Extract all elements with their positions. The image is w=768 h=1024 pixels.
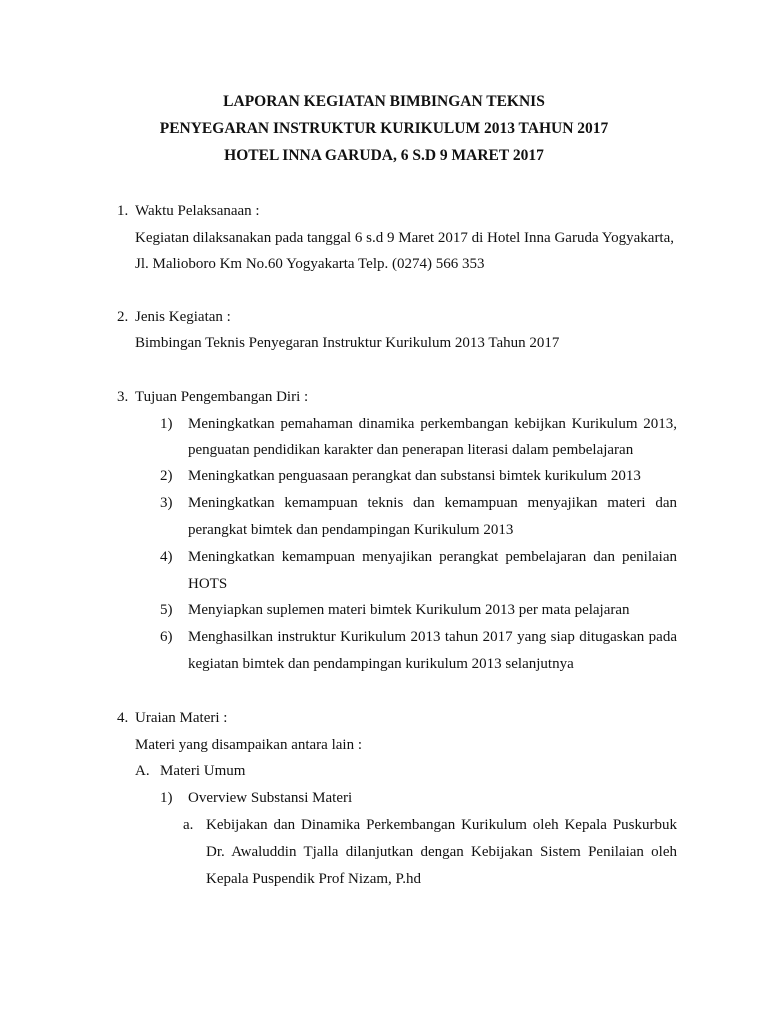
subsection-a-label: Materi Umum — [160, 763, 246, 779]
goal-item-text: penguatan pendidikan karakter dan penerapan literasi dalam pembelajaran — [188, 442, 634, 458]
goal-item-text: Menyiapkan suplemen materi bimtek Kurikulum 2013 per mata pelajaran — [188, 602, 630, 618]
section-2-number: 2. — [117, 309, 129, 325]
goal-item-text: kegiatan bimtek dan pendampingan kurikulum 2013 selanjutnya — [188, 656, 574, 672]
item-a-letter: a. — [183, 817, 194, 833]
item-a-text-line-3: Kepala Puspendik Prof Nizam, P.hd — [206, 871, 421, 887]
subsection-a-letter: A. — [135, 763, 150, 779]
title-line-1: LAPORAN KEGIATAN BIMBINGAN TEKNIS — [223, 93, 545, 110]
section-1-heading: Waktu Pelaksanaan : — [135, 203, 260, 219]
subitem-1-number: 1) — [160, 790, 173, 806]
section-1-text-line-1: Kegiatan dilaksanakan pada tanggal 6 s.d 9 Maret 2017 di Hotel Inna Garuda Yogyakarta, — [135, 230, 675, 246]
goal-item-number: 3) — [160, 495, 173, 511]
goal-item-number: 5) — [160, 602, 173, 618]
goal-item-number: 2) — [160, 468, 173, 484]
section-1-number: 1. — [117, 203, 129, 219]
section-3-heading: Tujuan Pengembangan Diri : — [135, 389, 309, 405]
goal-item-number: 6) — [160, 629, 173, 645]
section-4-number: 4. — [117, 710, 129, 726]
goal-item-number: 4) — [160, 549, 173, 565]
subitem-1-label: Overview Substansi Materi — [188, 790, 353, 806]
section-4-intro: Materi yang disampaikan antara lain : — [135, 737, 362, 753]
goal-item-text: Meningkatkan kemampuan teknis dan kemampuan menyajikan materi dan — [188, 495, 677, 511]
item-a-text-line-2: Dr. Awaluddin Tjalla dilanjutkan dengan Kebijakan Sistem Penilaian oleh — [206, 844, 677, 860]
section-3-number: 3. — [117, 389, 129, 405]
section-1-text-line-2: Jl. Malioboro Km No.60 Yogyakarta Telp. (0274) 566 353 — [135, 256, 485, 272]
goal-item-text: HOTS — [188, 576, 228, 592]
section-2-text-line-1: Bimbingan Teknis Penyegaran Instruktur Kurikulum 2013 Tahun 2017 — [135, 335, 560, 351]
section-4-heading: Uraian Materi : — [135, 710, 228, 726]
goal-item-text: Meningkatkan pemahaman dinamika perkembangan kebijkan Kurikulum 2013, — [188, 416, 677, 432]
title-line-2: PENYEGARAN INSTRUKTUR KURIKULUM 2013 TAHUN 2017 — [159, 120, 609, 137]
goal-item-text: Meningkatkan penguasaan perangkat dan substansi bimtek kurikulum 2013 — [188, 468, 641, 484]
item-a-text-line-1: Kebijakan dan Dinamika Perkembangan Kurikulum oleh Kepala Puskurbuk — [206, 817, 677, 833]
goal-item-number: 1) — [160, 416, 173, 432]
goal-item-text: perangkat bimtek dan pendampingan Kurikulum 2013 — [188, 522, 514, 538]
goal-item-text: Menghasilkan instruktur Kurikulum 2013 tahun 2017 yang siap ditugaskan pada — [188, 629, 677, 645]
section-2-heading: Jenis Kegiatan : — [135, 309, 231, 325]
title-line-3: HOTEL INNA GARUDA, 6 S.D 9 MARET 2017 — [224, 147, 544, 164]
goal-item-text: Meningkatkan kemampuan menyajikan perangkat pembelajaran dan penilaian — [188, 549, 677, 565]
